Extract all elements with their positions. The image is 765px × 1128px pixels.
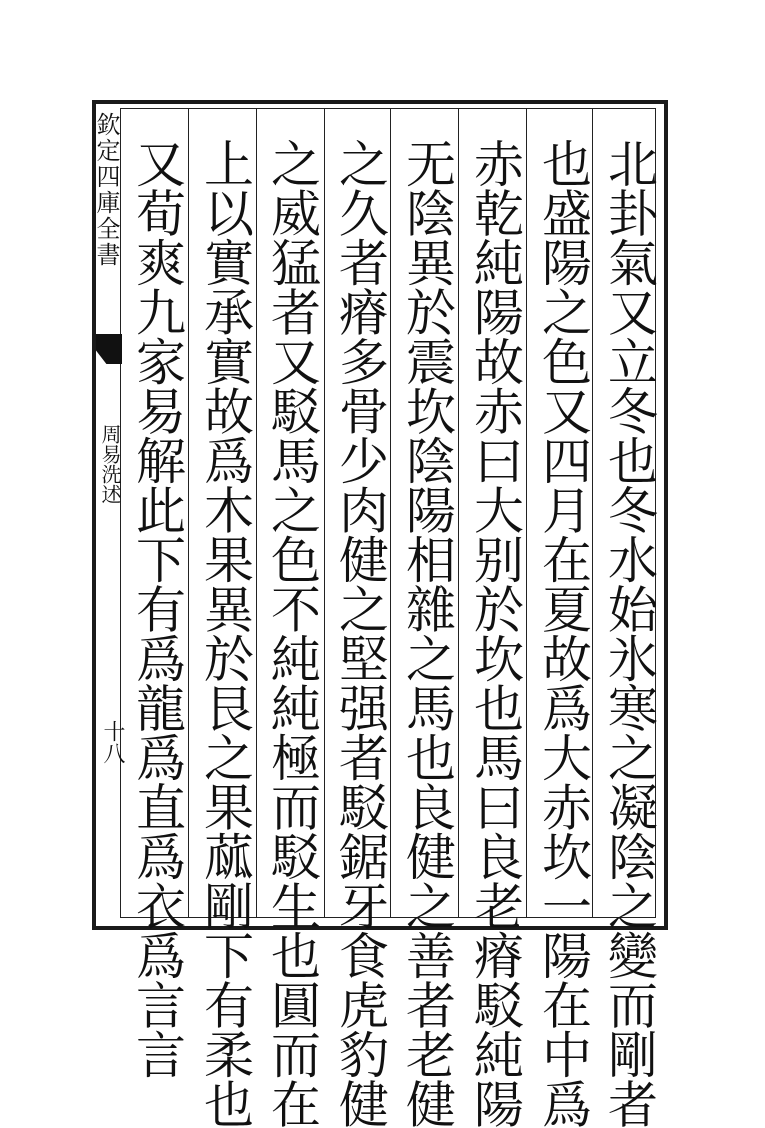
text-column-5: 之久者瘠多骨少肉健之堅强者駁鋸牙食虎豹健 [331, 138, 389, 1128]
text-column-7: 上以實承實故爲木果異於艮之果蓏剛下有柔也 [196, 138, 254, 1128]
text-column-3: 赤乾純陽故赤曰大别於坎也馬曰良老瘠駁純陽 [466, 138, 524, 1128]
spine-collection-title: 欽定四庫全書 [92, 112, 120, 268]
text-column-6: 之威猛者又駁馬之色不純純極而駁生也圓而在 [263, 138, 321, 1128]
text-column-1: 北卦氣又立冬也冬水始氷寒之凝陰之變而剛者 [600, 138, 658, 1128]
spine-page-number: 十八 [100, 720, 125, 764]
text-column-4: 无陰異於震坎陰陽相雜之馬也良健之善者老健 [398, 138, 456, 1128]
spine-book-title: 周易洗述 [98, 424, 122, 504]
text-column-8: 又荀爽九家易解此下有爲龍爲直爲衣爲言言 [128, 138, 186, 1079]
text-column-2: 也盛陽之色又四月在夏故爲大赤坎一陽在中爲 [534, 138, 592, 1128]
